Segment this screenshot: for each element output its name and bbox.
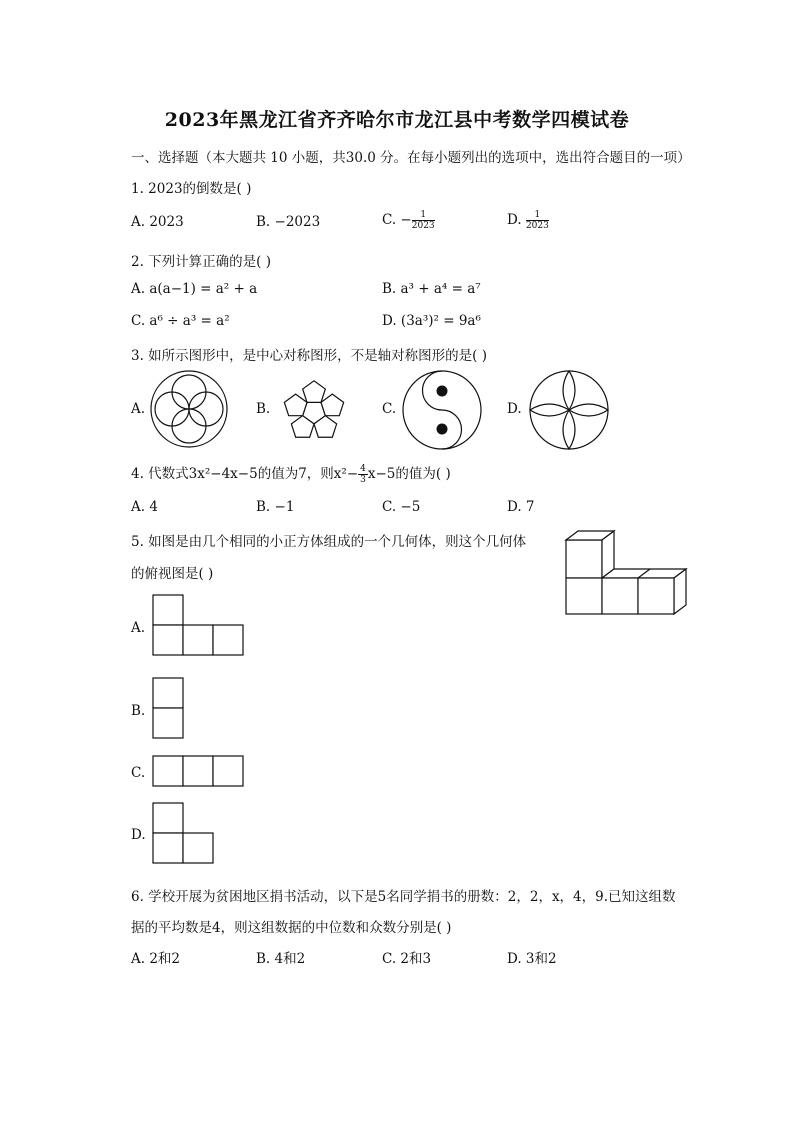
q3-figure-d <box>527 368 611 452</box>
s-curve <box>423 371 462 449</box>
q2-option-c: C. a⁶ ÷ a³ = a² <box>131 313 230 329</box>
cell <box>213 625 243 655</box>
q3-figure-c <box>400 368 484 452</box>
q5-label-b: B. <box>131 703 146 719</box>
pentagon-group <box>284 381 343 437</box>
q4-stem-part1: 4. 代数式3x²−4x−5的值为7，则x²− <box>131 466 359 482</box>
q1-stem: 1. 2023的倒数是( ) <box>131 181 252 197</box>
q3-label-a: A. <box>131 401 146 417</box>
q1-option-c <box>382 210 435 231</box>
q1-option-a: A. 2023 <box>131 214 184 230</box>
cell <box>153 803 183 833</box>
q6-option-c: C. 2和3 <box>382 951 432 967</box>
cell <box>183 625 213 655</box>
cell <box>153 625 183 655</box>
q1-option-c-fraction <box>412 210 435 231</box>
dot-bottom <box>437 424 448 435</box>
fraction-numerator: 1 <box>412 210 435 221</box>
q3-label-b: B. <box>256 401 271 417</box>
pentagon-outer <box>284 394 307 416</box>
pentagon-outer <box>321 394 344 416</box>
cell <box>153 708 183 738</box>
q2-option-d: D. (3a³)² = 9a⁶ <box>382 313 481 329</box>
petal-top <box>563 371 575 410</box>
cell <box>213 756 243 786</box>
q3-figure-b <box>272 368 356 452</box>
q6-option-d: D. 3和2 <box>507 951 557 967</box>
q4-fraction <box>358 464 368 485</box>
cell <box>183 756 213 786</box>
q5-view-c <box>151 755 245 788</box>
q1-option-b: B. −2023 <box>256 214 321 230</box>
page-title: 2023年黑龙江省齐齐哈尔市龙江县中考数学四模试卷 <box>164 109 630 131</box>
cell <box>153 595 183 625</box>
cube-top-front <box>566 540 602 578</box>
q3-label-d: D. <box>507 401 522 417</box>
q2-option-b: B. a³ + a⁴ = a⁷ <box>382 281 481 297</box>
q1-option-d-fraction <box>526 210 549 231</box>
fraction-numerator: 1 <box>526 210 549 221</box>
q1-option-c-prefix: C. − <box>382 212 412 228</box>
fraction-denominator: 2023 <box>525 221 549 231</box>
q6-option-a: A. 2和2 <box>131 951 181 967</box>
q4-option-a: A. 4 <box>131 499 158 515</box>
q3-label-c: C. <box>382 401 397 417</box>
fraction-denominator: 2023 <box>411 221 435 231</box>
q3-stem: 3. 如所示图形中，是中心对称图形，不是轴对称图形的是( ) <box>131 348 487 364</box>
q4-option-d: D. 7 <box>507 499 535 515</box>
cube-bottom-2 <box>602 578 638 614</box>
q5-stem-line1: 5. 如图是由几个相同的小正方体组成的一个几何体，则这个几何体 <box>131 534 527 550</box>
fraction-denominator: 3 <box>360 475 366 485</box>
q5-label-a: A. <box>131 620 146 636</box>
q5-label-d: D. <box>131 827 146 843</box>
petal-bottom <box>563 410 575 449</box>
q1-option-d <box>507 210 549 231</box>
q5-label-c: C. <box>131 765 146 781</box>
inner-circle-bottom <box>172 409 206 443</box>
fraction-numerator: 4 <box>360 464 366 474</box>
q5-view-d <box>151 802 215 864</box>
q1-option-d-prefix: D. <box>507 212 526 228</box>
q4-stem <box>131 462 451 485</box>
q4-option-c: C. −5 <box>382 499 421 515</box>
pentagon-outer <box>303 381 326 403</box>
cell <box>153 833 183 863</box>
petal-left <box>530 404 569 416</box>
q5-view-b <box>151 677 185 739</box>
inner-circle-top <box>172 375 206 409</box>
q4-stem-part2: x−5的值为( ) <box>367 466 451 482</box>
cell <box>183 833 213 863</box>
q4-option-b: B. −1 <box>256 499 295 515</box>
q2-stem: 2. 下列计算正确的是( ) <box>131 254 271 270</box>
section-heading: 一、选择题（本大题共 10 小题，共30.0 分。在每小题列出的选项中，选出符合题目的一项） <box>131 150 691 166</box>
q3-figure-a <box>148 368 230 450</box>
petal-right <box>569 404 608 416</box>
q2-option-a: A. a(a−1) = a² + a <box>131 281 258 297</box>
q6-stem-line2: 据的平均数是4，则这组数据的中位数和众数分别是( ) <box>131 920 452 936</box>
cube-bottom-1 <box>566 578 602 614</box>
inner-circle-right <box>189 392 223 426</box>
q6-stem-line1: 6. 学校开展为贫困地区捐书活动，以下是5名同学捐书的册数：2，2，x，4，9.已知这组数 <box>131 889 676 905</box>
inner-circle-left <box>155 392 189 426</box>
q5-stem-line2: 的俯视图是( ) <box>131 566 214 582</box>
cell <box>153 756 183 786</box>
q6-option-b: B. 4和2 <box>256 951 306 967</box>
cell <box>153 678 183 708</box>
dot-top <box>437 386 448 397</box>
q5-view-a <box>151 594 245 656</box>
cube-bottom-3 <box>638 578 674 614</box>
q5-solid-figure <box>562 528 694 618</box>
